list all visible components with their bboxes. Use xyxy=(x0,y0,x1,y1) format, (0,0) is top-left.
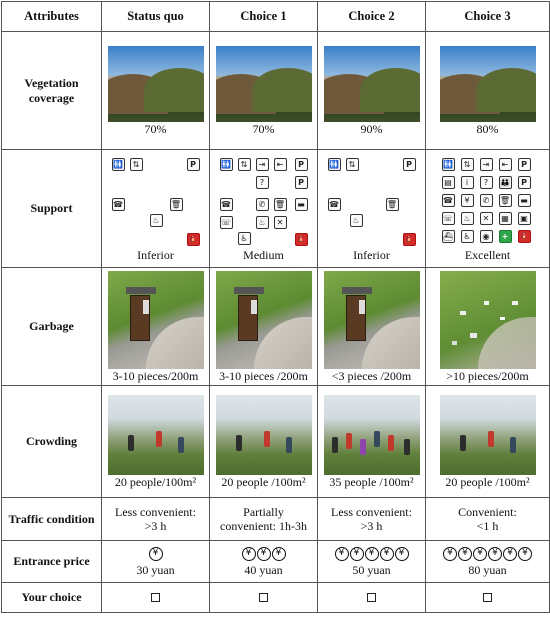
yen-coin-icon: ¥ xyxy=(242,547,256,561)
telephone-icon: ☎ xyxy=(221,199,231,209)
elevator-icon: ⇅ xyxy=(238,158,251,171)
elevator-icon: ⇅ xyxy=(130,158,143,171)
toilet-icon: 🚻 xyxy=(221,159,231,169)
header-status-quo: Status quo xyxy=(102,2,210,32)
yen-coin-icon: ¥ xyxy=(350,547,364,561)
vegetation-photo xyxy=(216,46,312,122)
crowding-value: 20 people/100m² xyxy=(114,474,197,489)
cell-vegetation-2 xyxy=(318,32,426,150)
garbage-value: 3-10 pieces /200m xyxy=(219,368,308,383)
cell-support-2 xyxy=(318,150,426,268)
label-crowding: Crowding xyxy=(2,386,102,498)
vegetation-value: 70% xyxy=(252,121,275,136)
exit-icon: ⇥ xyxy=(256,158,269,171)
cell-vegetation-3 xyxy=(426,32,550,150)
crowding-photo xyxy=(108,395,204,475)
exit-icon: ⇥ xyxy=(480,158,493,171)
row-crowding xyxy=(2,386,550,498)
bed-icon: ▬ xyxy=(295,198,308,211)
garbage-value: >10 pieces/200m xyxy=(446,368,529,383)
support-value: Excellent xyxy=(464,247,511,262)
label-price: Entrance price xyxy=(2,541,102,583)
wheelchair-icon: ♿ xyxy=(461,230,474,243)
fire-extinguisher-icon: 🧯 xyxy=(188,234,198,244)
yen-coin-icon: ¥ xyxy=(503,547,517,561)
elevator-icon: ⇅ xyxy=(461,158,474,171)
locker-icon: ▤ xyxy=(442,176,455,189)
cell-garbage-2 xyxy=(318,268,426,386)
fire-extinguisher-icon: 🧯 xyxy=(404,234,414,244)
price-value: 40 yuan xyxy=(244,562,283,577)
cell-choice-0 xyxy=(102,583,210,613)
garbage-photo xyxy=(108,271,204,369)
yen-coins xyxy=(318,547,425,561)
support-icons xyxy=(216,156,312,248)
crowding-value: 20 people /100m² xyxy=(445,474,530,489)
cell-choice-3 xyxy=(426,583,550,613)
restaurant-icon: ✕ xyxy=(274,216,287,229)
toilet-icon: 🚻 xyxy=(113,159,123,169)
camera-icon: ◉ xyxy=(480,230,493,243)
boat-icon: ⛴ xyxy=(442,231,454,241)
cell-support-0 xyxy=(102,150,210,268)
trash-can-icon xyxy=(130,295,150,341)
parking-icon: P xyxy=(187,158,200,171)
choice-checkbox-status-quo[interactable] xyxy=(151,593,160,602)
row-garbage xyxy=(2,268,550,386)
yen-coin-icon: ¥ xyxy=(488,547,502,561)
telephone-booth-icon: ☏ xyxy=(442,213,453,223)
fire-extinguisher-icon: 🧯 xyxy=(519,231,529,241)
wheelchair-icon: ♿ xyxy=(238,232,251,245)
drinking-water-icon: ♨ xyxy=(461,212,474,225)
cell-price-2 xyxy=(318,541,426,583)
header-choice-3: Choice 3 xyxy=(426,2,550,32)
yen-coin-icon: ¥ xyxy=(395,547,409,561)
choice-experiment-table xyxy=(1,1,550,613)
trash-can-icon xyxy=(238,295,258,341)
row-traffic xyxy=(2,498,550,541)
yen-coin-icon: ¥ xyxy=(365,547,379,561)
luggage-icon: ▣ xyxy=(518,212,531,225)
vegetation-photo xyxy=(324,46,420,122)
price-value: 80 yuan xyxy=(468,562,507,577)
yen-coin-icon: ¥ xyxy=(458,547,472,561)
crowding-value: 20 people /100m² xyxy=(221,474,306,489)
drinking-water-icon: ♨ xyxy=(350,214,363,227)
support-value: Inferior xyxy=(353,247,390,262)
parking-icon: P xyxy=(403,158,416,171)
bed-icon: ▬ xyxy=(518,194,531,207)
vegetation-value: 70% xyxy=(144,121,167,136)
currency-exchange-icon: ¥ xyxy=(461,194,474,207)
support-value: Medium xyxy=(243,247,284,262)
phone-icon: ✆ xyxy=(256,198,269,211)
yen-coin-icon: ¥ xyxy=(149,547,163,561)
parking-icon: P xyxy=(518,158,531,171)
garbage-photo xyxy=(440,271,536,369)
header-choice-2: Choice 2 xyxy=(318,2,426,32)
choice-checkbox-1[interactable] xyxy=(259,593,268,602)
trash-can-icon xyxy=(346,295,366,341)
telephone-booth-icon: ☏ xyxy=(220,217,231,227)
cell-choice-2 xyxy=(318,583,426,613)
vegetation-photo xyxy=(440,46,536,122)
info-icon: i xyxy=(461,176,474,189)
cell-traffic-3: Convenient: <1 h xyxy=(426,498,550,541)
toilet-icon: 🚻 xyxy=(443,159,453,169)
support-icons xyxy=(324,156,420,248)
yen-coin-icon: ¥ xyxy=(335,547,349,561)
cell-price-3 xyxy=(426,541,550,583)
header-choice-1: Choice 1 xyxy=(210,2,318,32)
entrance-icon: ⇤ xyxy=(499,158,512,171)
cell-traffic-0: Less convenient: >3 h xyxy=(102,498,210,541)
cell-garbage-1 xyxy=(210,268,318,386)
bus-parking-icon: P xyxy=(518,176,531,189)
support-value: Inferior xyxy=(137,247,174,262)
yen-coin-icon: ¥ xyxy=(473,547,487,561)
crowding-photo xyxy=(324,395,420,475)
cell-price-1 xyxy=(210,541,318,583)
info-icon: ? xyxy=(256,176,269,189)
vegetation-value: 80% xyxy=(476,121,499,136)
yen-coins xyxy=(210,547,317,561)
toilet-icon: 🚻 xyxy=(329,159,339,169)
drinking-water-icon: ♨ xyxy=(256,216,269,229)
header-attributes: Attributes xyxy=(2,2,102,32)
price-value: 30 yuan xyxy=(136,562,175,577)
garbage-photo xyxy=(216,271,312,369)
support-icons xyxy=(108,156,204,248)
cell-vegetation-1 xyxy=(210,32,318,150)
yen-coin-icon: ¥ xyxy=(518,547,532,561)
cell-choice-1 xyxy=(210,583,318,613)
help-icon: ? xyxy=(480,176,493,189)
yen-coin-icon: ¥ xyxy=(257,547,271,561)
cell-garbage-0 xyxy=(102,268,210,386)
vegetation-value: 90% xyxy=(360,121,383,136)
yen-coins xyxy=(102,547,209,561)
shop-icon: ▦ xyxy=(499,212,512,225)
cell-crowding-1 xyxy=(210,386,318,498)
telephone-icon: ☎ xyxy=(113,199,123,209)
price-value: 50 yuan xyxy=(352,562,391,577)
bus-parking-icon: P xyxy=(295,176,308,189)
drinking-water-icon: ♨ xyxy=(150,214,163,227)
choice-checkbox-2[interactable] xyxy=(367,593,376,602)
trash-can-icon: 🗑 xyxy=(274,199,286,209)
label-support: Support xyxy=(2,150,102,268)
cell-support-1 xyxy=(210,150,318,268)
crowding-photo xyxy=(440,395,536,475)
cell-traffic-1: Partially convenient: 1h-3h xyxy=(210,498,318,541)
row-price xyxy=(2,541,550,583)
parking-icon: P xyxy=(295,158,308,171)
row-your-choice xyxy=(2,583,550,613)
cell-support-3 xyxy=(426,150,550,268)
label-garbage: Garbage xyxy=(2,268,102,386)
restaurant-icon: ✕ xyxy=(480,212,493,225)
label-vegetation: Vegetation coverage xyxy=(2,32,102,150)
first-aid-icon: + xyxy=(499,230,512,243)
vegetation-photo xyxy=(108,46,204,122)
yen-coin-icon: ¥ xyxy=(380,547,394,561)
cell-garbage-3 xyxy=(426,268,550,386)
telephone-icon: ☎ xyxy=(443,195,453,205)
label-traffic: Traffic condition xyxy=(2,498,102,541)
telephone-icon: ☎ xyxy=(329,199,339,209)
garbage-value: 3-10 pieces/200m xyxy=(112,368,199,383)
entrance-icon: ⇤ xyxy=(274,158,287,171)
phone-icon: ✆ xyxy=(480,194,493,207)
label-your-choice: Your choice xyxy=(2,583,102,613)
row-support xyxy=(2,150,550,268)
cell-crowding-3 xyxy=(426,386,550,498)
support-icons xyxy=(440,156,536,248)
garbage-photo xyxy=(324,271,420,369)
cell-traffic-2: Less convenient: >3 h xyxy=(318,498,426,541)
yen-coin-icon: ¥ xyxy=(272,547,286,561)
cell-vegetation-0 xyxy=(102,32,210,150)
yen-coins xyxy=(426,547,549,561)
header-row xyxy=(2,2,550,32)
crowding-photo xyxy=(216,395,312,475)
garbage-value: <3 pieces /200m xyxy=(331,368,412,383)
trash-can-icon: 🗑 xyxy=(170,199,182,209)
crowding-value: 35 people /100m² xyxy=(329,474,414,489)
trash-can-icon: 🗑 xyxy=(499,195,511,205)
elevator-icon: ⇅ xyxy=(346,158,359,171)
cell-price-0 xyxy=(102,541,210,583)
family-icon: 👪 xyxy=(500,177,510,187)
choice-checkbox-3[interactable] xyxy=(483,593,492,602)
cell-crowding-0 xyxy=(102,386,210,498)
row-vegetation xyxy=(2,32,550,150)
yen-coin-icon: ¥ xyxy=(443,547,457,561)
trash-can-icon: 🗑 xyxy=(386,199,398,209)
fire-extinguisher-icon: 🧯 xyxy=(296,234,306,244)
cell-crowding-2 xyxy=(318,386,426,498)
